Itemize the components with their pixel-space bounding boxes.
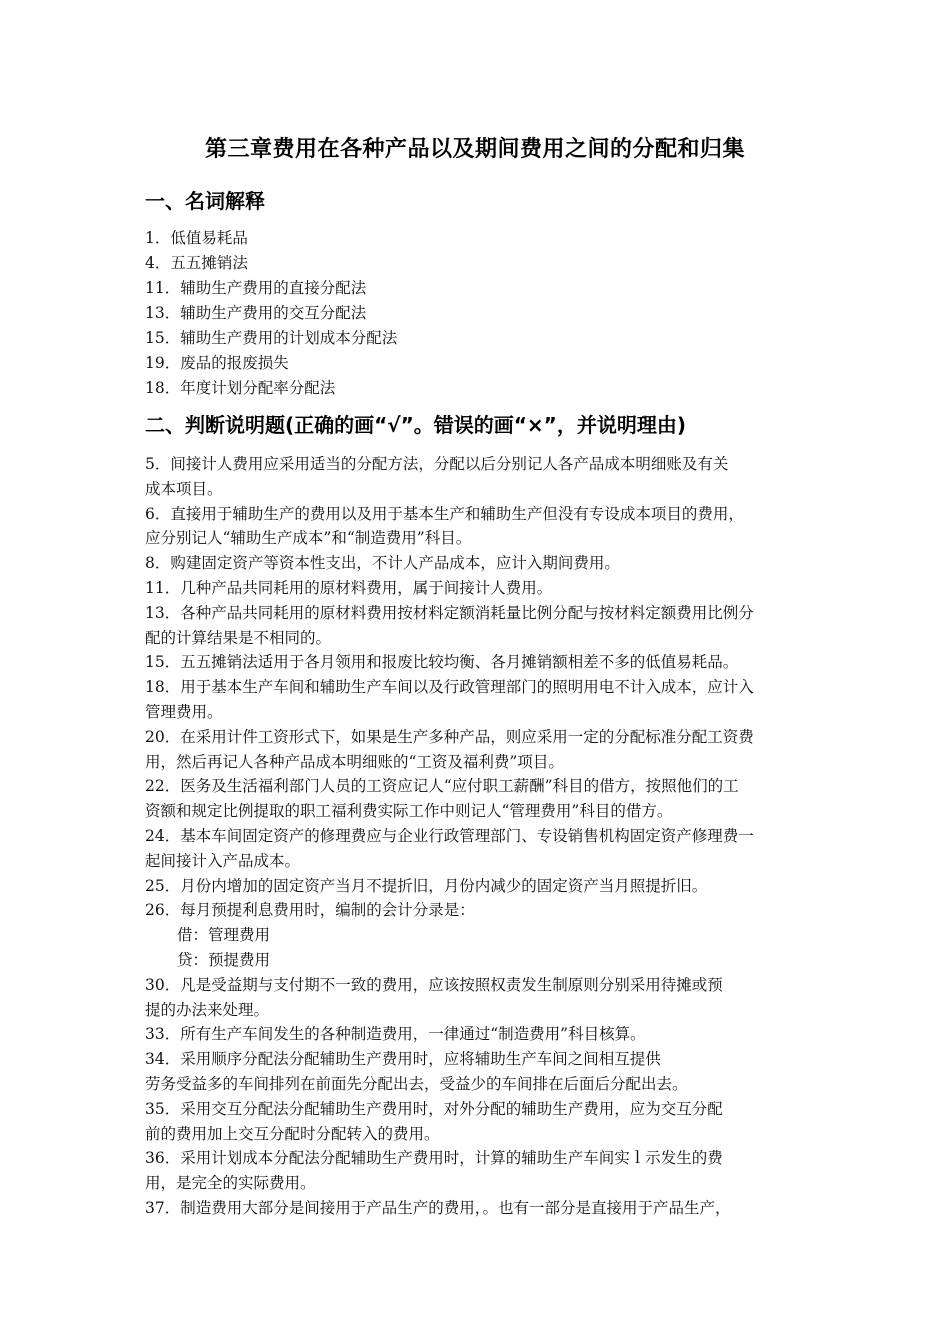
question-item: [145, 725, 815, 775]
question-line: 25．月份内增加的固定资产当月不提折旧，月份内减少的固定资产当月照提折旧。: [145, 876, 708, 895]
question-line: 应分别记人“辅助生产成本”和“制造费用”科目。: [145, 529, 472, 548]
term-item: 4．五五摊销法: [145, 254, 248, 272]
question-line: 37．制造费用大部分是间接用于产品生产的费用，。也有一部分是直接用于产品生产，: [145, 1198, 731, 1217]
question-item: [145, 576, 815, 601]
question-line: 33．所有生产车间发生的各种制造费用，一律通过“制造费用”科目核算。: [145, 1025, 646, 1044]
question-line: 提的办法来处理。: [145, 1000, 270, 1019]
question-line: 起间接计入产品成本。: [145, 851, 301, 870]
question-item: [145, 973, 815, 1023]
question-line: 成本项目。: [145, 479, 223, 498]
section-heading-judgement: 二、判断说明题(正确的画“√”。错误的画“×”，并说明理由): [145, 413, 686, 437]
question-line: 8．购建固定资产等资本性支出，不计人产品成本，应计入期间费用。: [145, 554, 620, 573]
question-item: [145, 502, 815, 552]
journal-entry-line: 借：管理费用: [177, 926, 271, 945]
question-item: [145, 1022, 815, 1047]
term-list: [145, 226, 825, 401]
question-item: [145, 1196, 815, 1221]
question-item: [145, 675, 815, 725]
question-line: 劳务受益多的车间排列在前面先分配出去，受益少的车间排在后面后分配出去。: [145, 1074, 688, 1093]
question-line: 6．直接用于辅助生产的费用以及用于基本生产和辅助生产但没有专设成本项目的费用，: [145, 504, 744, 523]
question-item: [145, 551, 815, 576]
question-line: 前的费用加上交互分配时分配转入的费用。: [145, 1124, 440, 1143]
question-item: [145, 452, 815, 502]
question-line: 20．在采用计件工资形式下，如果是生产多种产品，则应采用一定的分配标准分配工资费: [145, 727, 754, 746]
question-item: [145, 774, 815, 824]
term-item: 11．辅助生产费用的直接分配法: [145, 279, 367, 297]
term-item: 13．辅助生产费用的交互分配法: [145, 304, 367, 322]
question-line: 用，然后再记人各种产品成本明细账的“工资及福利费”项目。: [145, 752, 564, 771]
question-line: 34．采用顺序分配法分配辅助生产费用时，应将辅助生产车间之间相互提供: [145, 1050, 661, 1069]
question-line: 18．用于基本生产车间和辅助生产车间以及行政管理部门的照明用电不计入成本，应计入: [145, 678, 754, 697]
question-line: 配的计算结果是不相同的。: [145, 628, 332, 647]
question-line: 36．采用计划成本分配法分配辅助生产费用时，计算的辅助生产车间实ｌ示发生的费: [145, 1149, 723, 1168]
term-item: 15．辅助生产费用的计划成本分配法: [145, 329, 398, 347]
question-item: [145, 1146, 815, 1196]
term-item: 18．年度计划分配率分配法: [145, 379, 336, 397]
question-item: [145, 601, 815, 651]
question-line: 5．间接计人费用应采用适当的分配方法，分配以后分别记人各产品成本明细账及有关: [145, 455, 729, 473]
question-line: 11．几种产品共同耗用的原材料费用，属于间接计人费用。: [145, 578, 553, 597]
question-line: 管理费用。: [145, 702, 223, 721]
question-item: [145, 898, 815, 972]
question-line: 22．医务及生活福利部门人员的工资应记人“应付职工薪酬”科目的借方，按照他们的工: [145, 777, 739, 796]
question-line: 15．五五摊销法适用于各月领用和报废比较均衡、各月摊销额相差不多的低值易耗品。: [145, 653, 739, 672]
question-item: [145, 1047, 815, 1097]
question-line: 30．凡是受益期与支付期不一致的费用，应该按照权责发生制原则分别采用待摊或预: [145, 975, 723, 994]
term-item: 19．废品的报废损失: [145, 354, 289, 372]
journal-entry-line: 贷：预提费用: [177, 950, 271, 969]
page-title: 第三章费用在各种产品以及期间费用之间的分配和归集: [204, 137, 745, 162]
section-heading-terms: 一、名词解释: [145, 189, 265, 213]
question-item: [145, 650, 815, 675]
question-line: 用，是完全的实际费用。: [145, 1174, 316, 1193]
question-line: 资额和规定比例提取的职工福利费实际工作中则记人“管理费用”科目的借方。: [145, 802, 673, 821]
term-item: 1．低值易耗品: [145, 229, 248, 247]
question-line: 24．基本车间固定资产的修理费应与企业行政管理部门、专设销售机构固定资产修理费一: [145, 826, 754, 845]
question-item: [145, 824, 815, 874]
question-item: [145, 1097, 815, 1147]
question-line: 35．采用交互分配法分配辅助生产费用时，对外分配的辅助生产费用，应为交互分配: [145, 1099, 723, 1118]
question-line: 13．各种产品共同耗用的原材料费用按材料定额消耗量比例分配与按材料定额费用比例分: [145, 603, 754, 622]
question-line: 26．每月预提利息费用时，编制的会计分录是：: [145, 901, 475, 920]
question-list: [145, 452, 815, 1221]
question-item: [145, 874, 815, 899]
